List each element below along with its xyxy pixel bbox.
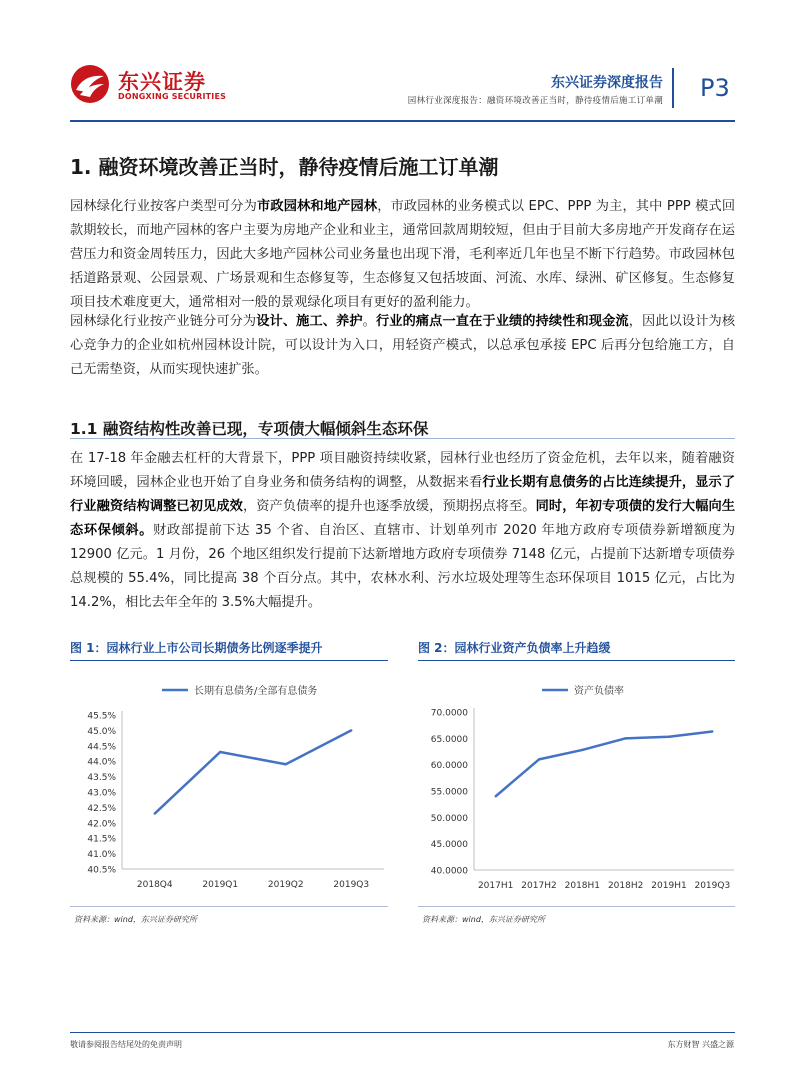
page-number: P3 <box>700 74 730 102</box>
x-tick-label: 2018H2 <box>607 881 644 891</box>
x-tick-label: 2018H1 <box>564 881 601 891</box>
y-tick-label: 45.0% <box>87 726 116 737</box>
brand-name-cn: 东兴证券 <box>118 70 206 94</box>
data-point <box>154 812 156 814</box>
bold-text-run: 同时，年初专项债的发行大幅向生态环保倾斜。 <box>70 499 736 538</box>
y-tick-label: 45.0000 <box>430 840 468 851</box>
data-point <box>711 730 713 732</box>
report-subtitle: 园林行业深度报告：融资环境改善正当时，静待疫情后施工订单潮 <box>407 96 663 106</box>
figure-2-rule <box>418 660 735 661</box>
footer-rule <box>70 1032 735 1033</box>
data-point <box>285 763 287 765</box>
figure-1-chart <box>70 664 388 904</box>
y-tick-label: 42.5% <box>87 803 116 814</box>
y-tick-label: 40.5% <box>87 865 116 876</box>
data-point <box>624 737 626 739</box>
bold-text-run: 行业的痛点一直在于业绩的持续性和现金流 <box>375 314 629 329</box>
y-tick-label: 44.5% <box>87 742 116 753</box>
text-run: 在 17-18 年金融去杠杆的大背景下，PPP 项目融资持续收紧，园林行业也经历了资金危机，去年以来，随着融资环境回暖，园林企业也开始了自身业务和债务结构的调整，从数据来看 <box>70 451 735 490</box>
header-rule <box>70 120 735 122</box>
y-tick-label: 70.0000 <box>430 708 468 719</box>
y-tick-label: 42.0% <box>87 819 116 830</box>
y-tick-label: 41.0% <box>87 850 116 861</box>
legend-label: 长期有息债务/全部有息债务 <box>194 686 318 697</box>
legend-label: 资产负债率 <box>574 686 624 697</box>
x-tick-label: 2019Q3 <box>694 881 731 891</box>
figure-1-source: 资料来源：wind，东兴证券研究所 <box>74 915 197 924</box>
y-tick-label: 43.0% <box>87 788 116 799</box>
y-tick-label: 40.0000 <box>430 866 468 877</box>
subsection-title: 1.1 融资结构性改善已现，专项债大幅倾斜生态环保 <box>70 420 429 438</box>
bold-text-run: 市政园林和地产园林 <box>257 199 378 214</box>
footer-disclaimer: 敬请参阅报告结尾处的免责声明 <box>70 1040 182 1049</box>
series-line <box>155 730 352 813</box>
data-point <box>219 751 221 753</box>
x-tick-label: 2019H1 <box>651 881 687 891</box>
data-point <box>494 795 496 797</box>
text-run: 园林绿化行业按产业链分可分为 <box>70 314 257 329</box>
brand-name-en: DONGXING SECURITIES <box>118 92 227 101</box>
footer-slogan: 东方财智 兴盛之源 <box>667 1040 734 1049</box>
paragraph-2 <box>70 310 735 382</box>
paragraph-3 <box>70 447 735 615</box>
data-point <box>350 729 352 731</box>
text-run: ，因此以设计为核心竞争力的企业如杭州园林设计院，可以设计为入口，用轻资产模式，以总承包承接 EPC 后再分包给施工方，自己无需垫资，从而实现快速扩张。 <box>70 314 736 377</box>
y-tick-label: 50.0000 <box>430 813 468 824</box>
y-tick-label: 44.0% <box>87 757 116 768</box>
text-run: 。 <box>362 314 376 329</box>
figure-2-title: 图 2：园林行业资产负债率上升趋缓 <box>418 641 611 655</box>
bold-text-run: 设计、施工、养护 <box>256 314 363 329</box>
data-point <box>538 758 540 760</box>
figure-1-source-rule <box>70 906 388 907</box>
dongxing-logo-icon <box>70 64 110 104</box>
y-tick-label: 43.5% <box>87 773 116 784</box>
y-tick-label: 65.0000 <box>430 734 468 745</box>
figure-2-source: 资料来源：wind，东兴证券研究所 <box>422 915 545 924</box>
bold-text-run: 行业长期有息债务的占比连续提升，显示了行业融资结构调整已初见成效 <box>70 475 736 514</box>
x-tick-label: 2017H1 <box>477 881 514 891</box>
figure-2-chart <box>418 664 735 904</box>
x-tick-label: 2017H2 <box>521 881 557 891</box>
text-run: ，资产负债率的提升也逐季放缓，预期拐点将至。 <box>242 499 536 514</box>
header-separator <box>672 68 674 108</box>
data-point <box>581 749 583 751</box>
y-tick-label: 45.5% <box>87 711 116 722</box>
text-run: 园林绿化行业按客户类型可分为 <box>70 199 257 214</box>
data-point <box>668 736 670 738</box>
y-tick-label: 60.0000 <box>430 761 468 772</box>
x-tick-label: 2019Q3 <box>333 880 370 890</box>
figure-2-source-rule <box>418 906 735 907</box>
series-line <box>496 731 713 796</box>
section-title: 1. 融资环境改善正当时，静待疫情后施工订单潮 <box>70 155 499 179</box>
figure-1-title: 图 1：园林行业上市公司长期债务比例逐季提升 <box>70 641 323 655</box>
subsection-rule <box>70 438 735 439</box>
x-tick-label: 2018Q4 <box>136 880 173 890</box>
y-tick-label: 41.5% <box>87 834 116 845</box>
figure-1-rule <box>70 660 388 661</box>
y-tick-label: 55.0000 <box>430 787 468 798</box>
text-run: 财政部提前下达 35 个省、自治区、直辖市、计划单列市 2020 年地方政府专项债券新增额度为 12900 亿元。1 月份，26 个地区组织发行提前下达新增地方政府专项债券 7148 亿元，占提前下达新增专项债券总规模的 55.4%，同比提高 38 个百分点。其中，农林水利、污水垃圾处理等生态环保项目 1015 亿元，占比为 14.2%，相比去年全年的 3.5%大幅提升。 <box>70 523 736 610</box>
x-tick-label: 2019Q2 <box>267 880 304 890</box>
report-type: 东兴证券深度报告 <box>551 75 663 91</box>
text-run: ，市政园林的业务模式以 EPC、PPP 为主，其中 PPP 模式回款期较长，而地产园林的客户主要为房地产企业和业主，通常回款周期较短，但由于目前大多房地产开发商存在运营压力和资金周转压力，因此大多地产园林公司业务量也出现下滑，毛利率近几年也呈不断下行趋势。市政园林包括道路景观、公园景观、广场景观和生态修复等，生态修复又包括坡面、河流、水库、绿洲、矿区修复。生态修复项目技术难度更大，通常相对一般的景观绿化项目有更好的盈利能力。 <box>70 199 736 310</box>
x-tick-label: 2019Q1 <box>202 880 239 890</box>
paragraph-1 <box>70 195 735 315</box>
